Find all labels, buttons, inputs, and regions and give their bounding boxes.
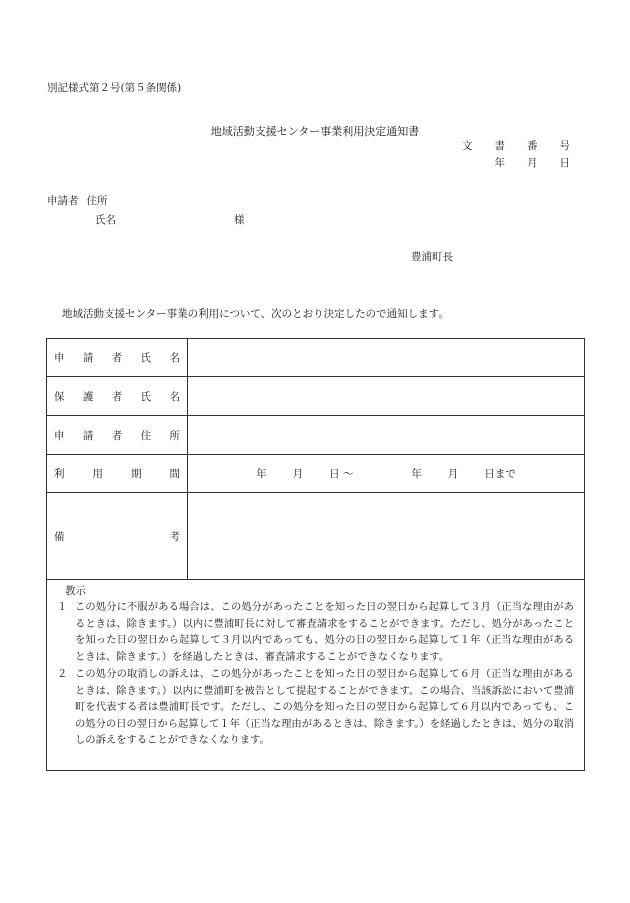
docno-char: 号 [559,140,570,152]
period-end-month: 月 [447,468,459,480]
label-char: 申 [54,429,65,442]
label-char: 氏 [140,352,152,364]
table-row [47,416,585,455]
docno-char: 文 [462,140,473,152]
period-end-year: 年 [411,468,422,480]
label-char: 考 [169,530,180,543]
date-year: 年 [494,157,505,169]
name-label: 氏名 [95,214,116,226]
label-char: 名 [169,352,180,364]
label-char: 備 [54,530,65,543]
docno-char: 番 [527,140,538,152]
value-remarks [188,493,585,580]
date-day: 日 [559,157,570,169]
table-row [47,493,585,580]
label-char: 者 [111,429,123,442]
period-start-day: 日 ～ [329,468,354,480]
label-guardian-name [47,377,188,416]
label-char: 請 [82,429,94,442]
table-row [47,339,585,377]
issuer: 豊浦町長 [411,251,453,263]
document-number [462,138,570,153]
label-char: 間 [169,468,180,480]
value-applicant-address [188,416,585,455]
label-char: 申 [54,352,65,364]
notice-row [47,580,585,771]
notice-title: 教示 [65,585,86,597]
label-char: 者 [111,352,123,364]
table-row [47,455,585,493]
label-char: 用 [92,468,103,480]
issue-date [495,155,571,170]
label-applicant-address [47,416,188,455]
honorific: 様 [234,214,245,226]
label-usage-period [47,455,188,493]
label-char: 利 [54,468,65,480]
label-remarks [47,493,188,580]
notice-number: ２ [57,668,68,680]
address-label: 住所 [86,195,108,207]
label-char: 所 [169,429,180,442]
label-char: 護 [82,390,94,403]
label-char: 請 [82,352,94,364]
period-start-month: 月 [292,468,304,480]
value-applicant-name [188,339,585,377]
label-char: 住 [140,429,152,442]
notice-text: この処分に不服がある場合は、この処分があったことを知った日の翌日から起算して３月（正当な理由があるときは、除きます。）以内に豊浦町長に対して審査請求をすることができます。ただし、処分があったことを知った日の翌日から起算して３月以内であっても、処分の日の翌日から起算して１年（正当な理由があるときは、除きます。）を経過したときは、審査請求することができなくなります。 [75,601,574,663]
form-label: 別記様式第２号(第５条関係) [47,82,182,94]
label-char: 期 [131,468,142,480]
notice-text: この処分の取消しの訴えは、この処分があったことを知った日の翌日から起算して６月（正当な理由があるときは、除きます。）以内に豊浦町を被告として提起することができます。この場合、当該訴訟において豊浦町を代表する者は豊浦町長です。ただし、この処分を知った日の翌日から起算して６月以内であっても、この処分の日の翌日から起算して１年（正当な理由があるときは、除きます。）を経過したときは、処分の取消しの訴えをすることができなくなります。 [75,668,574,746]
value-usage-period [188,455,585,493]
period-end-day: 日まで [484,468,516,480]
label-char: 保 [54,390,65,403]
document-title: 地域活動支援センター事業利用決定通知書 [210,125,420,138]
notice-section [47,580,585,771]
label-char: 者 [111,390,123,403]
value-guardian-name [188,377,585,416]
applicant-address-line [47,193,108,208]
label-applicant-name [47,339,188,377]
date-month: 月 [527,157,538,169]
label-char: 名 [169,390,180,403]
decision-table [46,338,585,771]
period-start-year: 年 [256,468,267,480]
notice-number: １ [57,601,68,613]
label-char: 氏 [140,390,152,403]
applicant-label: 申請者 [47,195,79,207]
intro-text: 地域活動支援センター事業の利用について、次のとおり決定したので通知します。 [62,308,449,320]
docno-char: 書 [494,140,505,152]
table-row [47,377,585,416]
notice-item [57,666,574,749]
notice-item [57,599,574,665]
